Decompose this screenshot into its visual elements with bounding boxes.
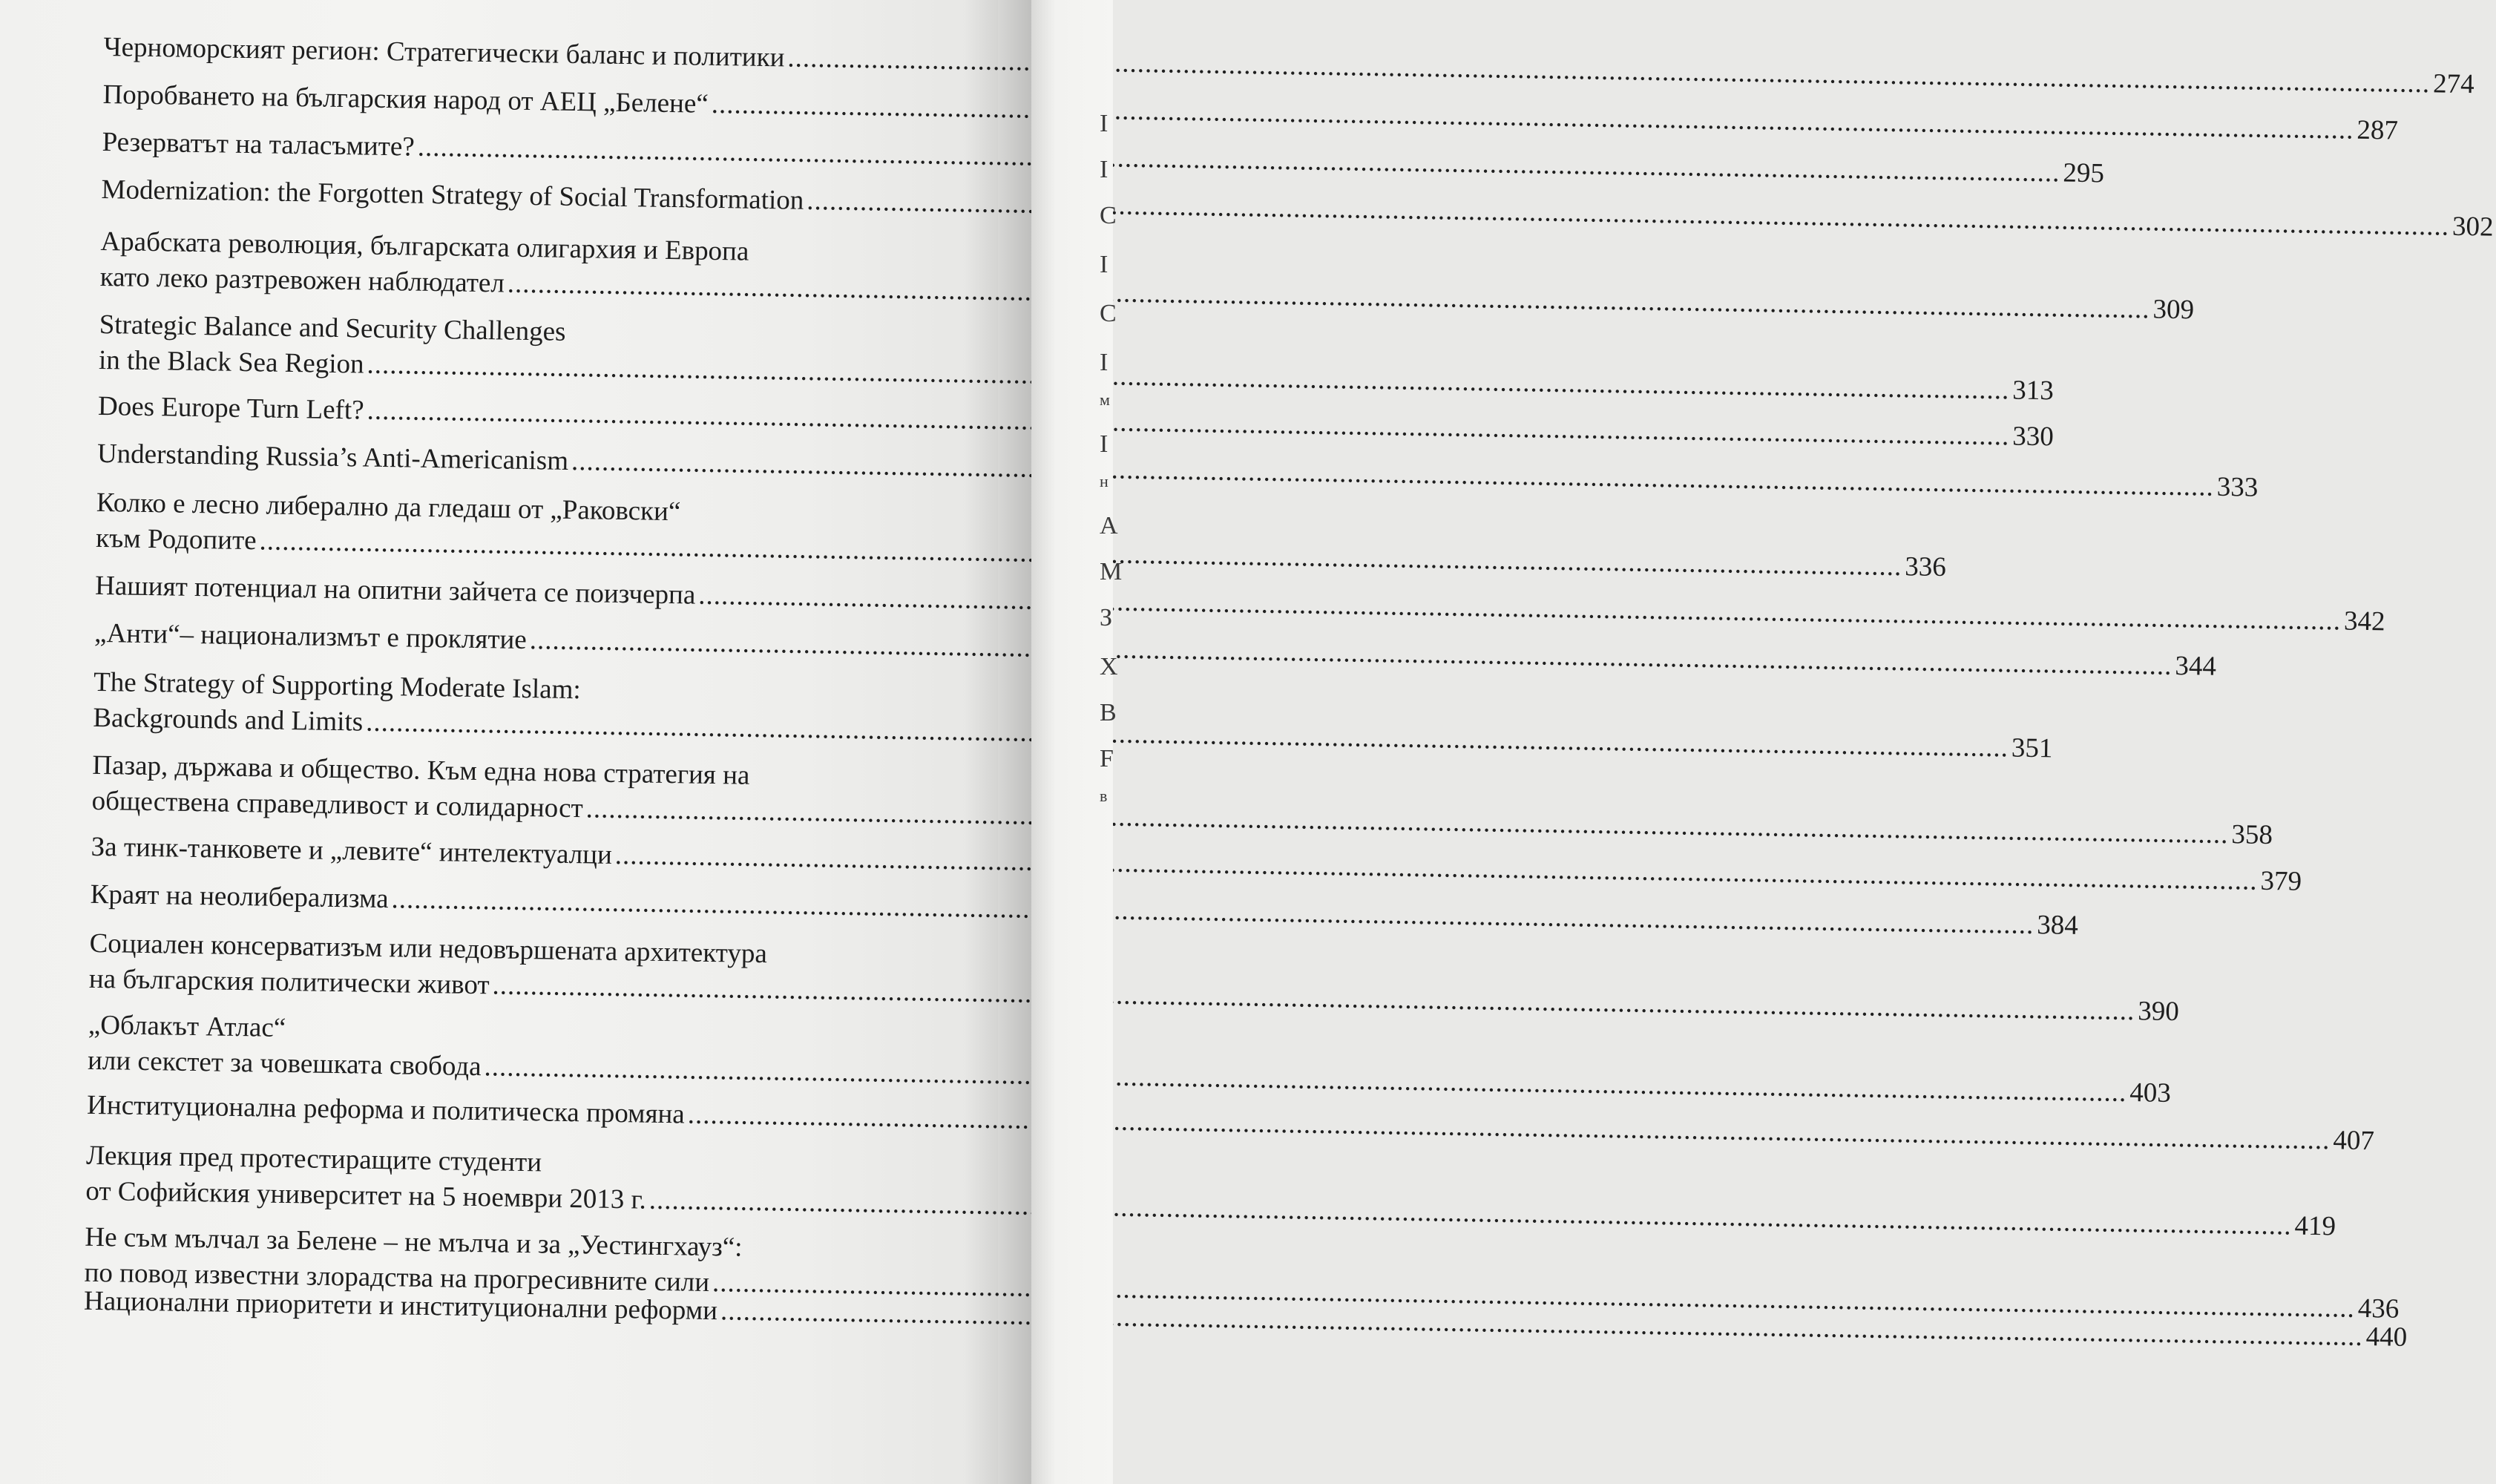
toc-entry	[98, 307, 2055, 407]
toc-entry	[95, 485, 1947, 583]
facing-page-letter: I	[1100, 430, 1109, 458]
page-number: 436	[2357, 1293, 2400, 1324]
facing-page-letter: I	[1100, 251, 1109, 278]
toc-entry	[90, 877, 2079, 941]
page-number: 313	[2011, 375, 2055, 407]
entry-title: За тинк-танковете и „левите“ интелектуалци	[91, 831, 613, 870]
page-number: 274	[2432, 68, 2474, 100]
entry-title-cont: или секстет за човешката свобода	[87, 1045, 482, 1083]
page-number: 333	[2216, 471, 2259, 503]
facing-page-letter: I	[1100, 110, 1109, 137]
page-number: 287	[2357, 114, 2399, 146]
entry-title-cont: Backgrounds and Limits	[93, 702, 364, 738]
table-of-contents	[83, 30, 2494, 1353]
entry-title: The Strategy of Supporting Moderate Islam:	[93, 666, 582, 706]
page-number: 390	[2138, 996, 2180, 1028]
entry-title: Арабската революция, българската олигархия и Европа	[100, 226, 749, 267]
facing-page-letter: З	[1100, 604, 1113, 631]
entry-title-cont: по повод известни злорадства на прогресивните сили	[84, 1257, 710, 1298]
facing-page-edge	[1031, 0, 1123, 1484]
facing-page-letter: н	[1100, 472, 1109, 490]
page-number: 403	[2129, 1077, 2172, 1109]
toc-entry	[99, 224, 2195, 326]
entry-title: Understanding Russia’s Anti-Americanism	[96, 438, 569, 476]
page-number: 330	[2012, 421, 2055, 453]
facing-page-letter: A	[1100, 512, 1118, 539]
entry-title: Краят на неолиберализма	[90, 879, 389, 915]
facing-page-letter: C	[1100, 300, 1117, 327]
page-number: 351	[2011, 732, 2053, 764]
facing-page-letter: I	[1100, 349, 1109, 376]
entry-title-cont: към Родопите	[95, 522, 257, 556]
entry-title: Черноморският регион: Стратегически баланс и политики	[103, 31, 785, 73]
page-number: 419	[2294, 1210, 2336, 1242]
facing-page-letter: B	[1100, 699, 1117, 726]
entry-title-cont: обществена справедливост и солидарност	[91, 785, 584, 824]
entry-title-cont: като леко разтревожен наблюдател	[99, 261, 505, 299]
facing-page-letter: F	[1100, 745, 1114, 772]
page-number: 302	[2451, 211, 2494, 243]
page-number: 407	[2333, 1125, 2375, 1157]
entry-title: Strategic Balance and Security Challenges	[99, 309, 566, 347]
entry-title: Поробването на българския народ от АЕЦ „Белене“	[102, 79, 709, 119]
entry-title: „Анти“– национализмът е проклятие	[93, 617, 528, 656]
facing-page-letter: м	[1100, 390, 1110, 409]
entry-title: Нашият потенциал на опитни зайчета се поизчерпа	[94, 570, 696, 611]
entry-title: Modernization: the Forgotten Strategy of Social Transformation	[101, 174, 804, 216]
entry-title-cont: in the Black Sea Region	[98, 344, 364, 380]
toc-entry	[102, 125, 2105, 189]
page-number: 440	[2365, 1322, 2408, 1353]
page-number: 295	[2063, 157, 2105, 189]
facing-page-letter: M	[1100, 558, 1123, 585]
entry-title: Национални приоритети и институционални реформи	[83, 1285, 718, 1327]
page-number: 342	[2343, 605, 2385, 637]
entry-title-cont: на българския политически живот	[88, 963, 490, 1001]
page-number: 336	[1905, 551, 1947, 583]
entry-title: Лекция пред протестиращите студенти	[85, 1140, 542, 1178]
toc-entry	[93, 665, 2053, 764]
page-number: 358	[2231, 819, 2273, 851]
facing-page-letter: C	[1100, 202, 1117, 229]
page-number: 379	[2260, 865, 2302, 897]
entry-title: Does Europe Turn Left?	[97, 390, 364, 426]
entry-title: „Облакът Атлас“	[88, 1009, 286, 1044]
entry-title: Не съм мълчал за Белене – не мълча и за „Уестингхауз“:	[85, 1221, 743, 1263]
entry-title-cont: от Софийския университет на 5 ноември 2013 г.	[85, 1175, 647, 1215]
toc-entry	[93, 616, 2217, 682]
entry-title: Резерватът на таласъмите?	[102, 126, 416, 162]
page-number: 309	[2152, 294, 2195, 326]
facing-page-letter: в	[1100, 787, 1108, 805]
entry-title: Пазар, държава и общество. Към една нова стратегия на	[92, 749, 750, 791]
entry-title: Институционална реформа и политическа промяна	[86, 1089, 686, 1130]
entry-title: Социален консерватизъм или недовършената архитектура	[89, 928, 768, 970]
entry-title: Колко е лесно либерално да гледаш от „Раковски“	[96, 487, 681, 528]
page-number: 344	[2175, 650, 2217, 682]
facing-page-letter: I	[1100, 156, 1109, 183]
page-gutter-shadow	[965, 0, 1031, 1484]
facing-page-letter: X	[1100, 653, 1118, 680]
page-number: 384	[2037, 910, 2079, 941]
